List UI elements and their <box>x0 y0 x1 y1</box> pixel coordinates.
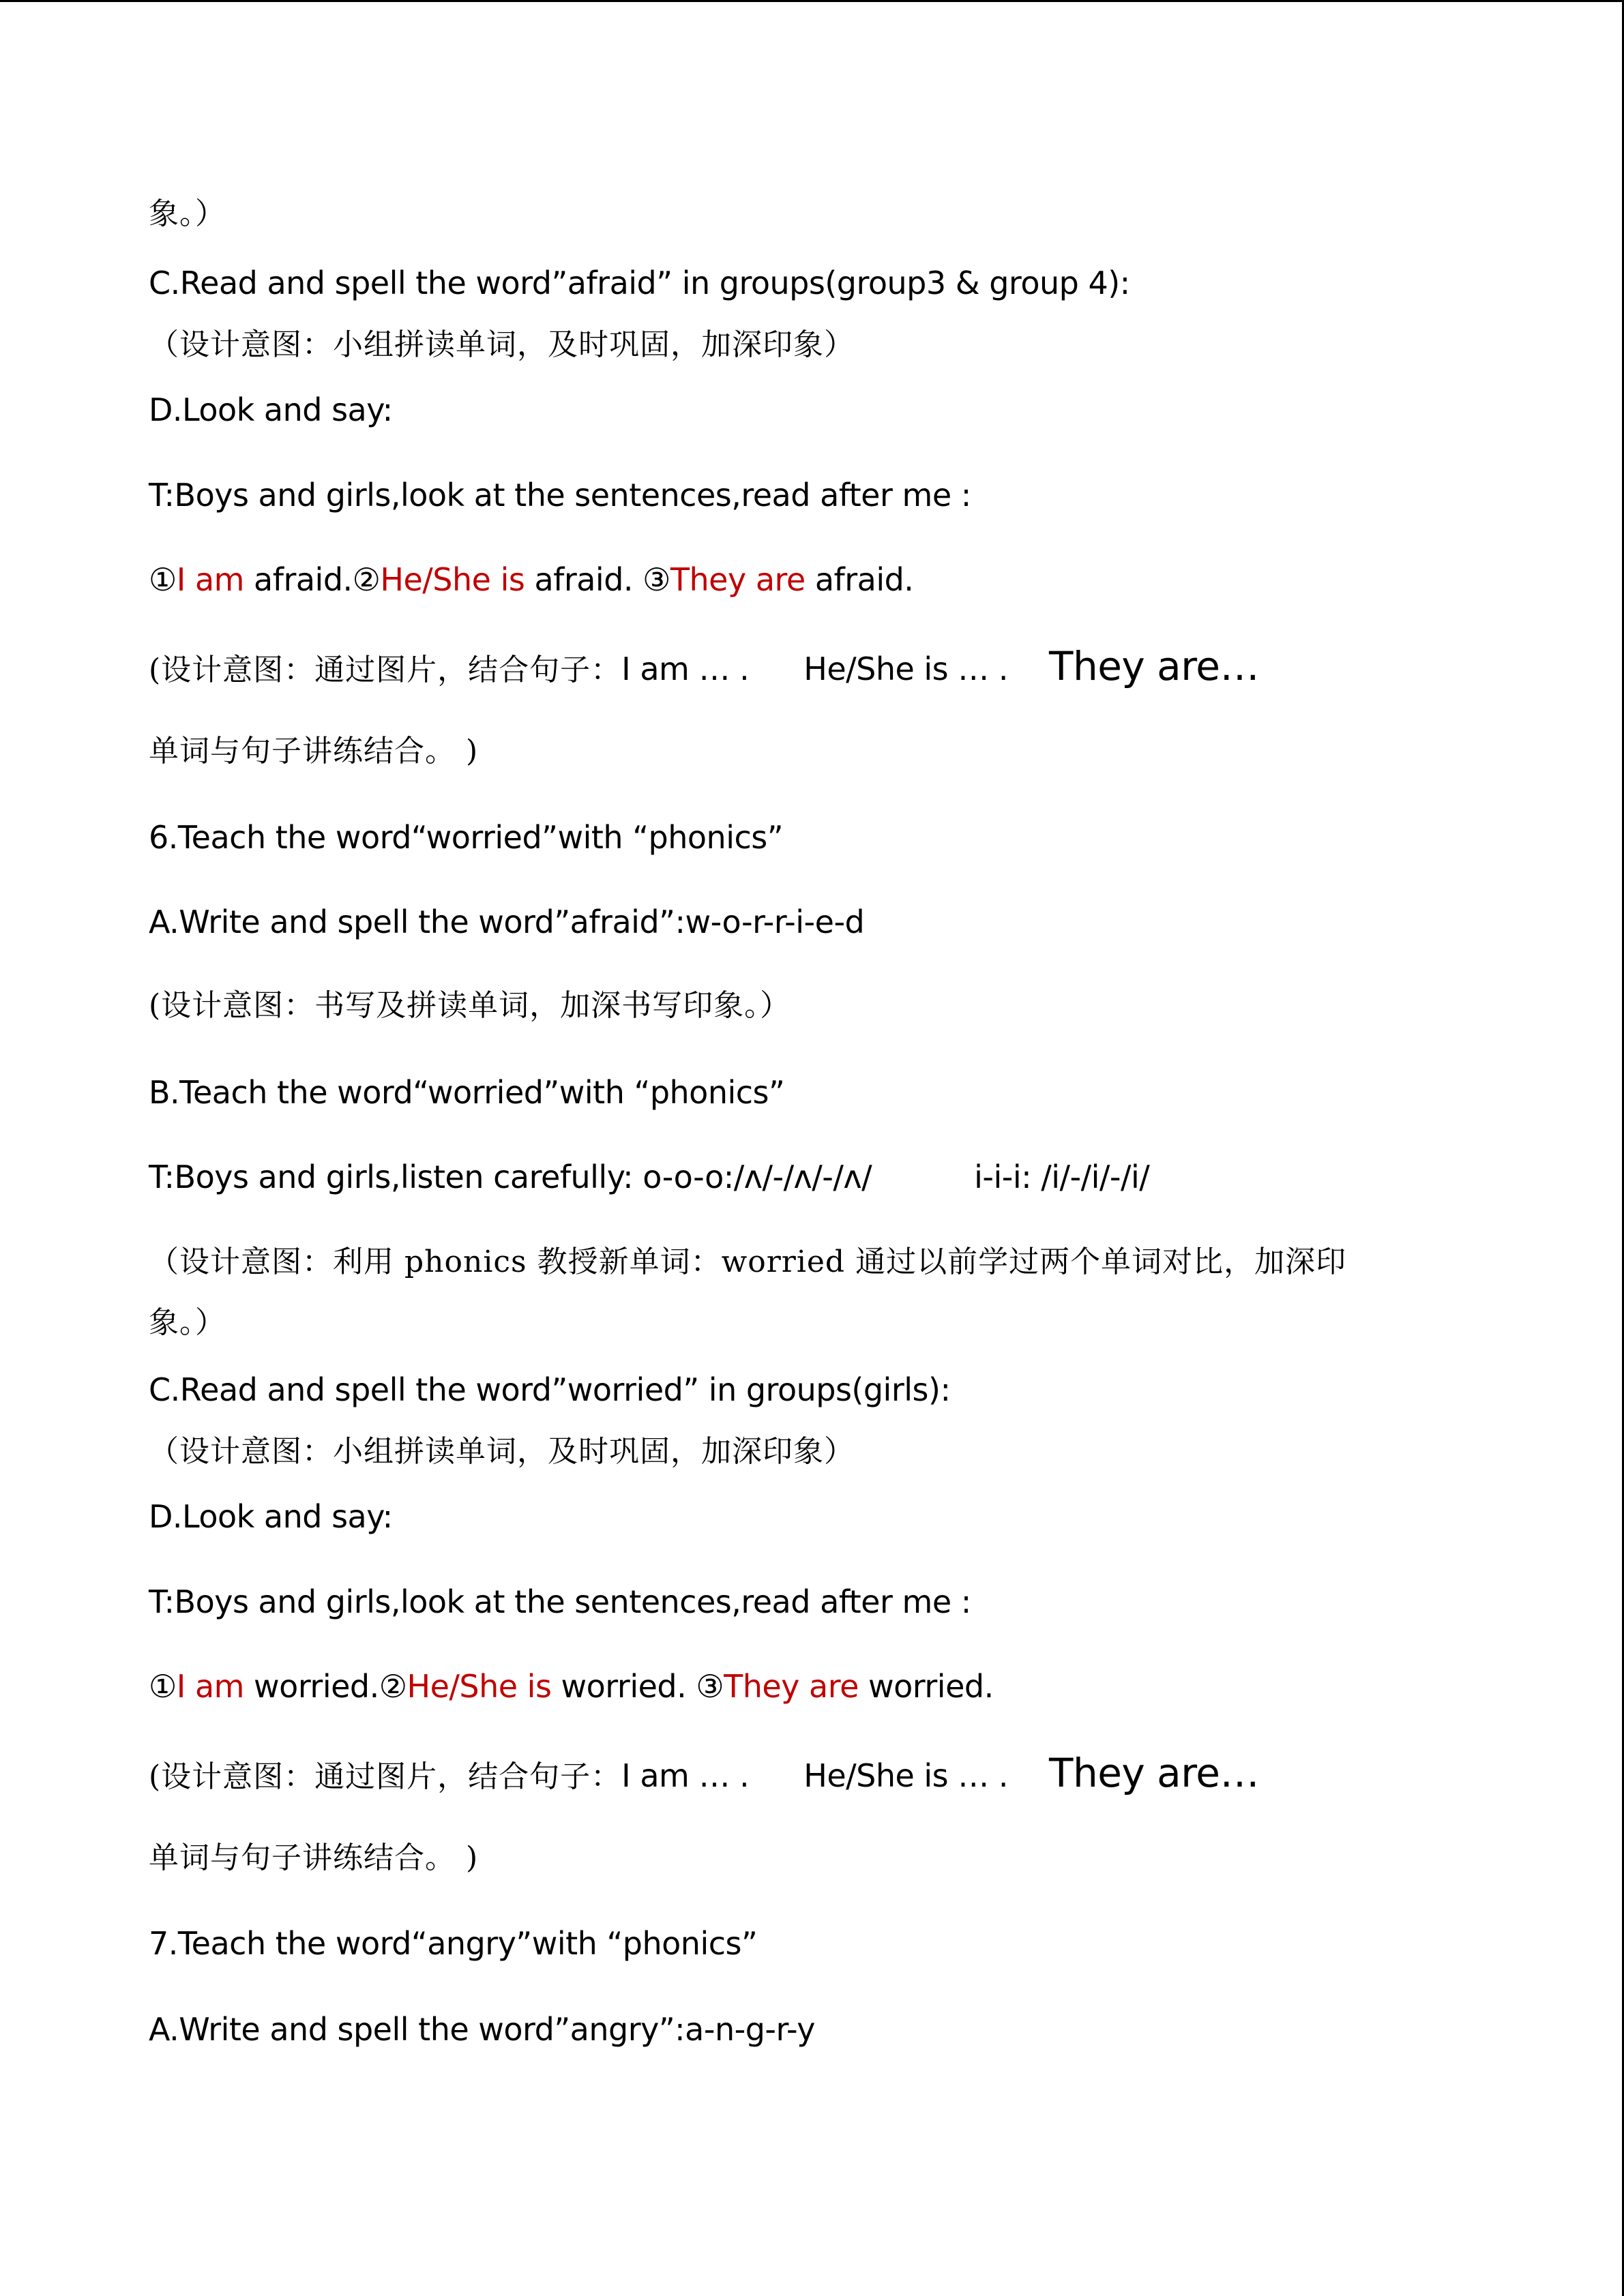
text-line-10: A.Write and spell the word”afraid”:w-o-r-r-i-e-d <box>149 904 865 940</box>
text-line-22: 单词与句子讲练结合。 ) <box>149 1840 479 1875</box>
design-intent-prefix: (设计意图：通过图片，结合句子： <box>149 653 622 687</box>
highlight-i-am: I am <box>176 561 244 598</box>
subheading-look-and-say: D.Look and say: <box>149 391 393 428</box>
highlight-they-are: They are <box>670 561 806 598</box>
text-line-14: （设计意图：利用 phonics 教授新单词：worried 通过以前学过两个单词对比，加深印 <box>149 1244 1347 1279</box>
sentence-text: afraid. <box>243 561 353 598</box>
text-line-24: A.Write and spell the word”angry”:a-n-g-r-y <box>149 2011 816 2048</box>
sentence-text: worried. <box>243 1668 379 1705</box>
pattern-he-she-is: He/She is … . <box>803 1757 1009 1794</box>
text-line-17: （设计意图：小组拼读单词，及时巩固，加深印象） <box>149 1434 855 1469</box>
highlight-he-she-is: He/She is <box>380 561 525 598</box>
circled-number-3: ③ <box>643 561 670 598</box>
sentence-text: worried. <box>858 1668 994 1705</box>
phonics-line <box>149 1161 1149 1193</box>
circled-number-1: ① <box>149 1668 177 1705</box>
text-line-16: C.Read and spell the word”worried” in groups(girls): <box>149 1371 951 1408</box>
text-line-3: （设计意图：小组拼读单词，及时巩固，加深印象） <box>149 327 855 362</box>
text-line-2: C.Read and spell the word”afraid” in groups(group3 & group 4): <box>149 265 1130 301</box>
example-sentences-worried <box>149 1668 994 1705</box>
page-border-top <box>0 0 1624 2</box>
text-line-19: T:Boys and girls,look at the sentences,read after me : <box>149 1583 971 1620</box>
text-line-8: 单词与句子讲练结合。 ) <box>149 734 479 769</box>
circled-number-2: ② <box>352 561 381 598</box>
heading-teach-angry: 7.Teach the word“angry”with “phonics” <box>149 1925 758 1962</box>
text-line-5: T:Boys and girls,look at the sentences,read after me : <box>149 477 971 513</box>
circled-number-1: ① <box>149 561 177 598</box>
sentence-text: afraid. <box>805 561 914 598</box>
highlight-he-she-is: He/She is <box>407 1668 552 1705</box>
circled-number-2: ② <box>379 1668 407 1705</box>
design-intent-prefix: (设计意图：通过图片，结合句子： <box>149 1759 622 1794</box>
heading-teach-worried-phonics: B.Teach the word“worried”with “phonics” <box>149 1074 785 1111</box>
text-line-15: 象。） <box>149 1305 226 1340</box>
design-intent-line-afraid <box>149 643 1259 689</box>
pattern-they-are: They are… <box>1049 1750 1259 1796</box>
pattern-i-am: I am … . <box>621 651 750 687</box>
highlight-they-are: They are <box>724 1668 859 1705</box>
sentence-text: worried. <box>551 1668 696 1705</box>
sentence-text: afraid. <box>525 561 643 598</box>
subheading-look-and-say-2: D.Look and say: <box>149 1498 393 1535</box>
text-line-1: 象。） <box>149 196 226 231</box>
highlight-i-am: I am <box>176 1668 244 1705</box>
text-line-11: (设计意图：书写及拼读单词，加深书写印象。） <box>149 988 791 1023</box>
pattern-they-are: They are… <box>1049 643 1259 689</box>
design-intent-line-worried <box>149 1750 1259 1796</box>
pattern-he-she-is: He/She is … . <box>803 651 1009 687</box>
example-sentences-afraid <box>149 561 914 598</box>
phonics-o-sound: T:Boys and girls,listen carefully: o-o-o:/ʌ/-/ʌ/-/ʌ/ <box>149 1159 872 1195</box>
phonics-i-sound: i-i-i: /i/-/i/-/i/ <box>974 1159 1150 1195</box>
pattern-i-am: I am … . <box>621 1757 750 1794</box>
circled-number-3: ③ <box>696 1668 724 1705</box>
heading-teach-worried: 6.Teach the word“worried”with “phonics” <box>149 819 784 856</box>
